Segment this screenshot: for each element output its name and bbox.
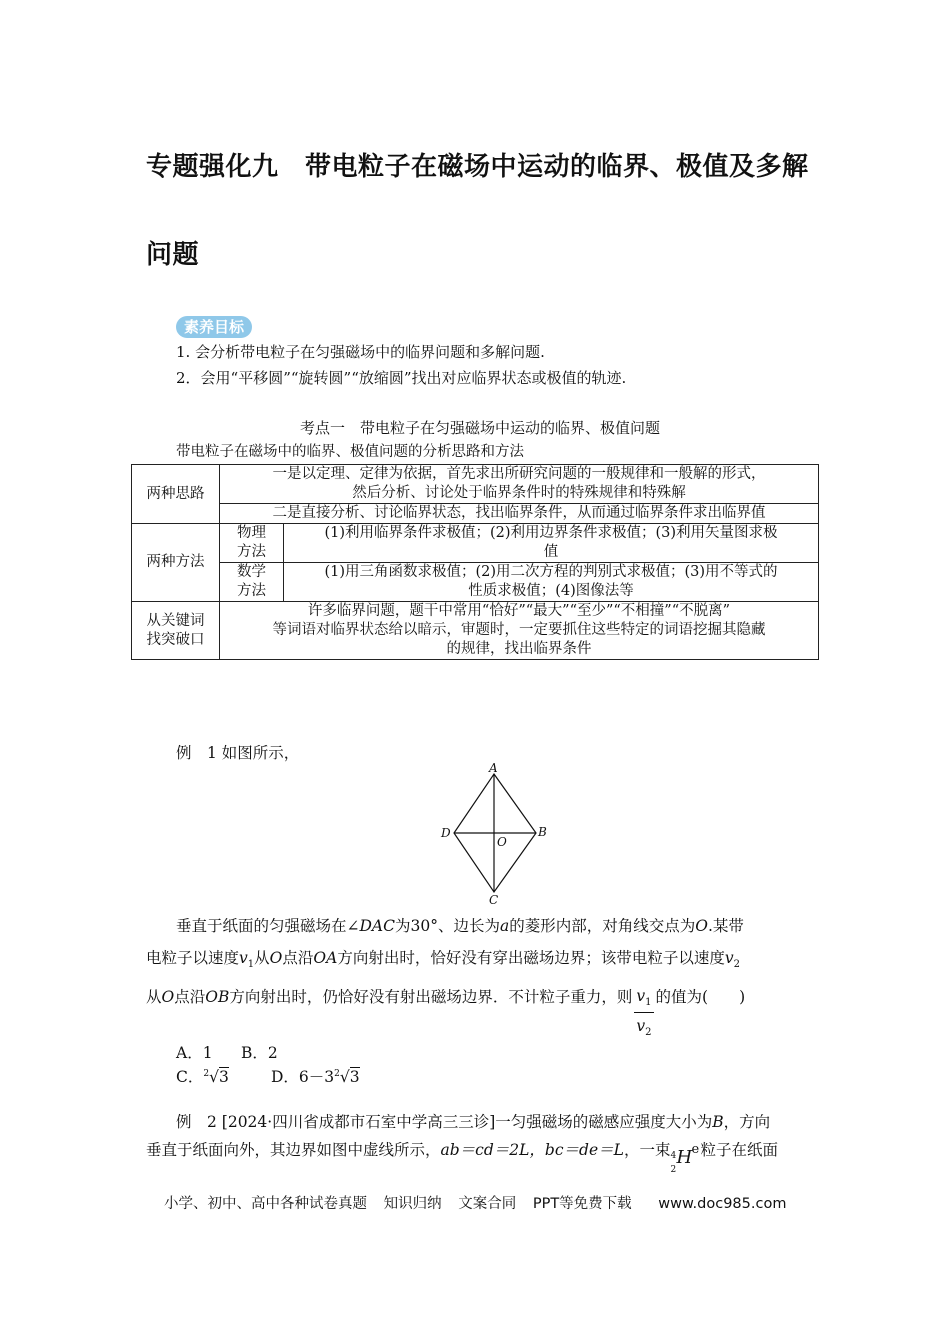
page-title-line2: 问题 [146, 240, 200, 270]
footer-text: PPT等免费下载 [532, 1196, 632, 1212]
table-row [132, 465, 819, 504]
ex1-line-3: 从O点沿OB方向射出时，仍恰好没有射出磁场边界．不计粒子重力，则 $\frac{v_1}{v_2}$ 的值为( ) [146, 987, 814, 1042]
table-subhead [220, 524, 284, 563]
example1-paragraph [146, 916, 814, 1042]
example1-lead: 例 1 如图所示， [176, 744, 300, 762]
table-cell-line: 性质求极值；(4)图像法等 [468, 583, 634, 599]
table-cell-line: (1)利用临界条件求极值；(2)利用边界条件求极值；(3)利用矢量图求极 [324, 525, 778, 541]
ex1-line-2: 电粒子以速度$v_1$从O点沿OA方向射出时，恰好没有穿出磁场边界；该带电粒子以速度$v_2$ [146, 949, 740, 971]
table-cell: 二是直接分析、讨论临界状态，找出临界条件，从而通过临界条件求出临界值 [220, 504, 819, 524]
table-cell [220, 465, 819, 504]
table-cell-line: (1)用三角函数求极值；(2)用二次方程的判别式求极值；(3)用不等式的 [324, 564, 778, 580]
option-c: C．$^2$√3 [176, 1068, 229, 1086]
label-d: D [441, 826, 451, 840]
table-row-head: 两种思路 [132, 465, 220, 524]
label-c: C [489, 893, 499, 906]
goal-item-2: 2．会用“平移圆”“旋转圆”“放缩圆”找出对应临界状态或极值的轨迹. [176, 369, 627, 387]
section-title: 考点一 带电粒子在匀强磁场中运动的临界、极值问题 [299, 419, 660, 437]
option-a: A．1 [176, 1044, 213, 1062]
method-table [131, 464, 819, 660]
table-cell-line: 数学 [237, 564, 266, 580]
table-cell-line: 许多临界问题，题干中常用“恰好”“最大”“至少”“不相撞”“不脱离” [307, 603, 731, 619]
table-row [132, 524, 819, 563]
rhombus-diagram [436, 762, 552, 906]
table-cell-line: 方法 [237, 583, 266, 599]
table-cell-line: 等词语对临界状态给以暗示，审题时，一定要抓住这些特定的词语挖掘其隐藏 [272, 622, 766, 638]
option-d: D．$6-3^2√3$ [271, 1068, 360, 1086]
table-cell [284, 524, 819, 563]
table-cell-line: 从关键词 [146, 612, 205, 629]
table-cell-line: 然后分析、讨论处于临界条件时的特殊规律和特殊解 [352, 485, 686, 501]
table-cell-line: 找突破口 [146, 631, 205, 648]
fraction-v1-v2: $\frac{v_1}{v_2}$ [636, 987, 652, 1039]
goal-item-1: 1. 会分析带电粒子在匀强磁场中的临界问题和多解问题. [176, 343, 545, 361]
footer-link[interactable]: www.doc985.com [658, 1196, 787, 1212]
helium-nucleus-symbol: 4 2 H e [670, 1142, 700, 1175]
table-cell-line: 的规律，找出临界条件 [446, 641, 592, 657]
footer-text: 文案合同 [458, 1196, 517, 1212]
page-footer [164, 1192, 798, 1213]
label-o: O [497, 835, 507, 849]
example2-paragraph [146, 1112, 814, 1175]
table-row [132, 504, 819, 524]
sub-title: 带电粒子在磁场中的临界、极值问题的分析思路和方法 [176, 444, 524, 460]
table-cell-line: 物理 [237, 525, 266, 541]
ex1-line-1: 垂直于纸面的匀强磁场在∠DAC为30°、边长为a的菱形内部，对角线交点为O.某带 [176, 917, 744, 935]
ex2-line-2: 垂直于纸面向外，其边界如图中虚线所示，ab＝cd＝2L，bc＝de＝L，一束 4 2 H e 粒子在纸面 [146, 1141, 778, 1175]
table-cell [284, 563, 819, 602]
table-cell-line: 方法 [237, 544, 266, 560]
table-row-head [132, 602, 220, 660]
table-cell-line: 一是以定理、定律为依据，首先求出所研究问题的一般规律和一般解的形式， [272, 466, 766, 482]
footer-text: 小学、初中、高中各种试卷真题 [164, 1196, 367, 1212]
label-a: A [489, 762, 498, 775]
footer-text: 知识归纳 [383, 1196, 442, 1212]
table-subhead [220, 563, 284, 602]
table-cell [220, 602, 819, 660]
label-b: B [538, 825, 547, 839]
goals-badge: 素养目标 [176, 316, 252, 338]
table-row-head: 两种方法 [132, 524, 220, 602]
page-title-line1: 专题强化九 带电粒子在磁场中运动的临界、极值及多解 [146, 152, 809, 182]
table-cell-line: 值 [543, 544, 559, 560]
table-row [132, 563, 819, 602]
option-b: B．2 [241, 1044, 278, 1062]
ex2-line-1: 例 2 [2024·四川省成都市石室中学高三三诊]一匀强磁场的磁感应强度大小为B，方向 [176, 1113, 771, 1131]
table-row [132, 602, 819, 660]
